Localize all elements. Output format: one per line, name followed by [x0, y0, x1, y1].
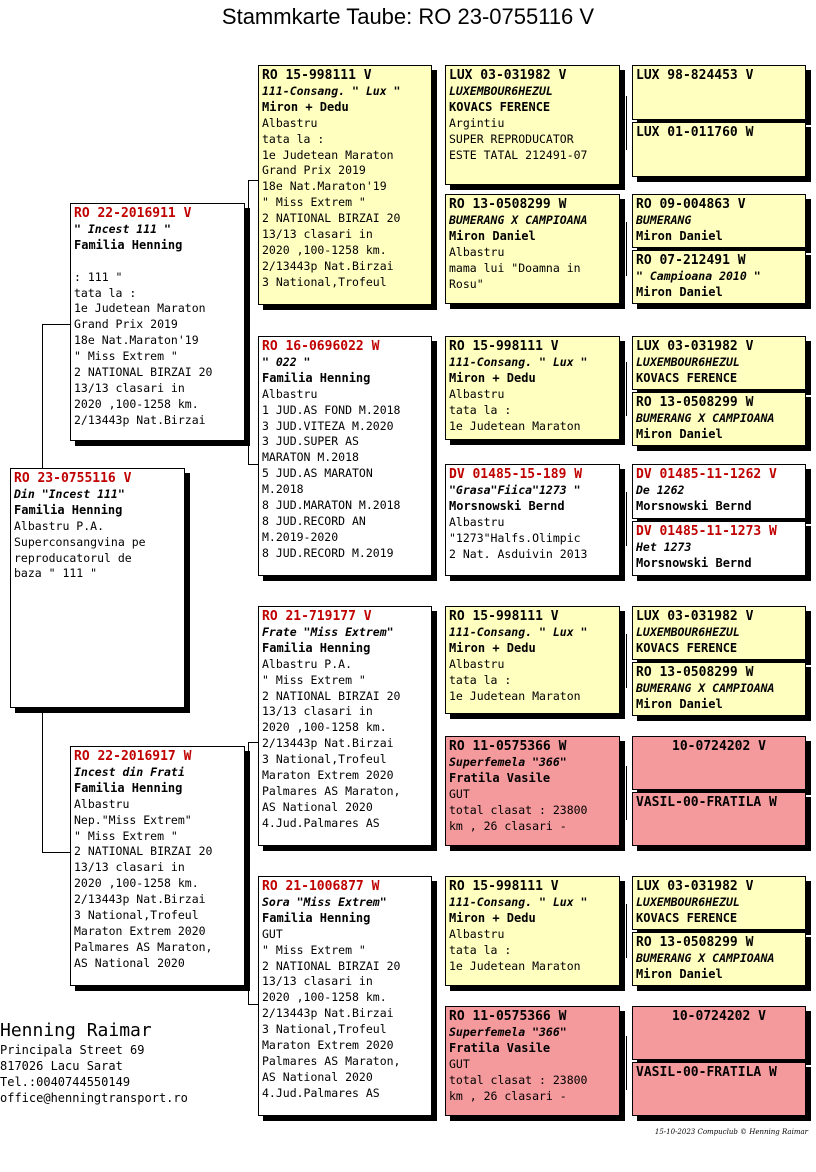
pigeon-card-gen3[interactable]: [445, 336, 620, 440]
info-line: " Miss Extrem ": [262, 672, 366, 687]
info-line: 2 NATIONAL BIRZAI 20: [74, 365, 213, 380]
pigeon-name: BUMERANG X CAMPIOANA: [636, 680, 775, 695]
info-line: mama lui "Doamna in: [449, 260, 581, 275]
ring-number: DV 01485-11-1273 W: [636, 524, 777, 539]
pigeon-card-gen3[interactable]: [445, 194, 620, 304]
info-line: ESTE TATAL 212491-07: [449, 147, 588, 162]
pigeon-card-gen3[interactable]: [445, 65, 620, 185]
ring-number: RO 22-2016911 V: [74, 206, 192, 221]
info-line: GUT: [262, 926, 283, 941]
connector-line: [626, 766, 627, 820]
info-line: " Miss Extrem ": [262, 942, 366, 957]
connector-line: [248, 1004, 258, 1005]
pigeon-owner: Miron Daniel: [636, 426, 723, 441]
info-line: 2020 ,100-1258 km.: [262, 720, 387, 735]
info-line: 8 JUD.RECORD M.2019: [262, 545, 394, 560]
info-line: 3 JUD.VITEZA M.2020: [262, 418, 394, 433]
ring-number: RO 11-0575366 W: [449, 1009, 567, 1024]
owner-phone: Tel.:0040744550149: [0, 1075, 131, 1089]
info-line: AS National 2020: [262, 1069, 373, 1084]
info-line: [74, 254, 241, 270]
info-line: total clasat : 23800: [449, 802, 588, 817]
info-line: 3 National,Trofeul: [74, 908, 199, 923]
info-line: : 111 ": [74, 269, 123, 284]
pigeon-card-gen4[interactable]: [632, 250, 806, 304]
info-line: 13/13 clasari in: [262, 227, 373, 242]
ring-number: RO 15-998111 V: [449, 609, 559, 624]
connector-line: [248, 742, 249, 1004]
ring-number: RO 07-212491 W: [636, 253, 746, 268]
info-line: 1 JUD.AS FOND M.2018: [262, 402, 401, 417]
pigeon-card-gen4[interactable]: [632, 336, 806, 390]
pigeon-name: De 1262: [636, 482, 685, 497]
info-line: 1e Judetean Maraton: [449, 958, 581, 973]
pigeon-owner: Morsnowski Bernd: [449, 498, 565, 513]
pigeon-card-gen4[interactable]: [632, 736, 806, 790]
ring-number: RO 13-0508299 W: [636, 665, 754, 680]
ring-number: DV 01485-15-189 W: [449, 467, 583, 482]
owner-email[interactable]: office@henningtransport.ro: [0, 1091, 188, 1105]
info-line: tata la :: [74, 285, 137, 300]
info-line: Albastru: [449, 244, 505, 259]
info-line: total clasat : 23800: [449, 1072, 588, 1087]
connector-line: [436, 116, 437, 242]
info-line: Albastru: [262, 386, 318, 401]
info-line: Superconsangvina pe: [14, 534, 146, 549]
ring-number: DV 01485-11-1262 V: [636, 467, 777, 482]
pigeon-card-gen3[interactable]: [445, 736, 620, 846]
info-line: 3 National,Trofeul: [262, 1022, 387, 1037]
info-line: 2/13443p Nat.Birzai: [74, 412, 206, 427]
pigeon-card-subject[interactable]: [10, 468, 185, 708]
owner-street: Principala Street 69: [0, 1043, 145, 1057]
pigeon-owner: Familia Henning: [14, 502, 123, 517]
info-line: reproducatorul de: [14, 550, 132, 565]
info-line: 8 JUD.MARATON M.2018: [262, 498, 401, 513]
info-line: Maraton Extrem 2020: [74, 923, 206, 938]
info-line: " Miss Extrem ": [262, 195, 366, 210]
ring-number: RO 15-998111 V: [449, 339, 559, 354]
info-line: 2/13443p Nat.Birzai: [262, 1006, 394, 1021]
info-line: Albastru: [449, 656, 505, 671]
pigeon-card-gen4[interactable]: [632, 932, 806, 986]
info-line: 3 National,Trofeul: [262, 752, 387, 767]
owner-contact: [0, 1020, 188, 1106]
info-line: " Miss Extrem ": [74, 349, 178, 364]
info-line: Albastru: [262, 115, 318, 130]
info-line: tata la :: [449, 942, 512, 957]
ring-number: VASIL-00-FRATILA W: [636, 795, 777, 810]
info-line: 1e Judetean Maraton: [262, 147, 394, 162]
info-line: 1e Judetean Maraton: [74, 301, 206, 316]
owner-name: Henning Raimar: [0, 1020, 152, 1041]
ring-number: LUX 03-031982 V: [636, 879, 754, 894]
pigeon-name: LUXEMBOUR6HEZUL: [636, 354, 740, 369]
info-line: Albastru: [449, 926, 505, 941]
pigeon-card-gen4[interactable]: [632, 1006, 806, 1060]
info-line: 13/13 clasari in: [74, 860, 185, 875]
info-line: km , 26 clasari -: [449, 818, 567, 833]
info-line: 2 NATIONAL BIRZAI 20: [262, 211, 401, 226]
info-line: AS National 2020: [262, 799, 373, 814]
pigeon-name: Het 1273: [636, 539, 692, 554]
pigeon-card-gen4[interactable]: [632, 1062, 806, 1116]
info-line: Maraton Extrem 2020: [262, 1038, 394, 1053]
pigeon-name: Superfemela "366": [449, 754, 567, 769]
ring-number: LUX 01-011760 W: [636, 125, 754, 140]
info-line: 2/13443p Nat.Birzai: [262, 736, 394, 751]
connector-line: [626, 96, 627, 150]
pigeon-owner: Familia Henning: [262, 370, 371, 385]
info-line: 2020 ,100-1258 km.: [74, 396, 199, 411]
info-line: 1e Judetean Maraton: [449, 688, 581, 703]
pigeon-owner: Miron Daniel: [636, 284, 723, 299]
info-line: 2 NATIONAL BIRZAI 20: [74, 844, 213, 859]
connector-line: [626, 634, 627, 688]
pigeon-card-dam[interactable]: [70, 746, 245, 986]
pigeon-card-gen4[interactable]: [632, 392, 806, 446]
info-line: Rosu": [449, 276, 484, 291]
connector-line: [248, 180, 249, 464]
info-line: 4.Jud.Palmares AS: [262, 815, 380, 830]
info-line: 5 JUD.AS MARATON: [262, 466, 373, 481]
connector-line: [626, 1036, 627, 1090]
info-line: "1273"Halfs.Olimpic: [449, 530, 581, 545]
connector-line: [626, 904, 627, 958]
ring-number: LUX 98-824453 V: [636, 68, 754, 83]
ring-number: 10-0724202 V: [672, 739, 766, 754]
connector-line: [248, 464, 258, 465]
connector-line: [436, 656, 437, 784]
ring-number: RO 09-004863 V: [636, 197, 746, 212]
page-title: Stammkarte Taube: RO 23-0755116 V: [221, 4, 595, 29]
info-line: 2020 ,100-1258 km.: [262, 242, 387, 257]
info-line: Grand Prix 2019: [262, 163, 366, 178]
connector-line: [42, 852, 70, 853]
info-line: 4.Jud.Palmares AS: [262, 1085, 380, 1100]
pigeon-owner: Fratila Vasile: [449, 1040, 551, 1055]
connector-line: [626, 492, 627, 546]
info-line: Albastru: [449, 386, 505, 401]
pigeon-owner: Morsnowski Bernd: [636, 555, 752, 570]
pigeon-card-gen2[interactable]: [258, 606, 432, 846]
pigeon-card-gen2[interactable]: [258, 876, 432, 1116]
ring-number: RO 22-2016917 W: [74, 749, 192, 764]
pigeon-name: Frate "Miss Extrem": [262, 624, 394, 639]
pigeon-owner: Fratila Vasile: [449, 770, 551, 785]
connector-line: [626, 362, 627, 416]
connector-line: [248, 742, 258, 743]
pigeon-owner: Morsnowski Bernd: [636, 498, 752, 513]
pigeon-name: " 022 ": [262, 354, 311, 369]
pigeon-name: Incest din Frati: [74, 764, 185, 779]
pigeon-owner: Miron Daniel: [636, 966, 723, 981]
info-line: baza " 111 ": [14, 566, 98, 581]
info-line: 1e Judetean Maraton: [449, 418, 581, 433]
pigeon-name: LUXEMBOUR6HEZUL: [449, 83, 553, 98]
info-line: tata la :: [449, 402, 512, 417]
ring-number: RO 13-0508299 W: [636, 395, 754, 410]
pigeon-owner: Miron + Dedu: [262, 99, 349, 114]
pigeon-owner: Miron Daniel: [636, 228, 723, 243]
info-line: Palmares AS Maraton,: [262, 783, 401, 798]
pigeon-name: "Grasa"Fiica"1273 ": [449, 482, 581, 497]
info-line: 18e Nat.Maraton'19: [262, 179, 387, 194]
ring-number: LUX 03-031982 V: [449, 68, 567, 83]
info-line: M.2018: [262, 482, 304, 497]
info-line: 2020 ,100-1258 km.: [74, 876, 199, 891]
pigeon-name: 111-Consang. " Lux ": [449, 894, 588, 909]
connector-line: [436, 926, 437, 1054]
pigeon-card-sire[interactable]: [70, 203, 245, 441]
pigeon-name: LUXEMBOUR6HEZUL: [636, 624, 740, 639]
pigeon-owner: Familia Henning: [262, 640, 371, 655]
info-line: 2 NATIONAL BIRZAI 20: [262, 688, 401, 703]
ring-number: LUX 03-031982 V: [636, 609, 754, 624]
ring-number: RO 21-1006877 W: [262, 879, 380, 894]
info-line: 8 JUD.RECORD AN: [262, 513, 366, 528]
pigeon-card-gen4[interactable]: [632, 792, 806, 846]
pigeon-name: " Incest 111 ": [74, 221, 171, 236]
info-line: Palmares AS Maraton,: [262, 1053, 401, 1068]
info-line: Albastru P.A.: [262, 656, 353, 671]
pigeon-owner: KOVACS FERENCE: [636, 910, 738, 925]
pigeon-card-gen4[interactable]: [632, 122, 806, 177]
pigeon-card-gen3[interactable]: [445, 1006, 620, 1116]
ring-number: LUX 03-031982 V: [636, 339, 754, 354]
pigeon-owner: Miron Daniel: [449, 228, 536, 243]
info-line: tata la :: [449, 672, 512, 687]
info-line: SUPER REPRODUCATOR: [449, 131, 574, 146]
info-line: AS National 2020: [74, 955, 185, 970]
pigeon-name: Din "Incest 111": [14, 486, 125, 501]
pigeon-name: Sora "Miss Extrem": [262, 894, 387, 909]
ring-number: RO 15-998111 V: [262, 68, 372, 83]
connector-line: [42, 712, 43, 852]
info-line: " Miss Extrem ": [74, 828, 178, 843]
info-line: 2/13443p Nat.Birzai: [262, 258, 394, 273]
info-line: Albastru P.A.: [14, 518, 105, 533]
pigeon-owner: Miron + Dedu: [449, 910, 536, 925]
pigeon-owner: Miron + Dedu: [449, 370, 536, 385]
pigeon-owner: Familia Henning: [74, 780, 183, 795]
owner-city: 817026 Lacu Sarat: [0, 1059, 123, 1073]
pigeon-owner: KOVACS FERENCE: [449, 99, 551, 114]
pigeon-name: BUMERANG: [636, 212, 692, 227]
connector-line: [42, 324, 43, 468]
pigeon-name: BUMERANG X CAMPIOANA: [636, 950, 775, 965]
connector-line: [42, 324, 70, 325]
info-line: GUT: [449, 1056, 470, 1071]
ring-number: 10-0724202 V: [672, 1009, 766, 1024]
pigeon-card-gen2[interactable]: [258, 65, 432, 305]
pigeon-owner: KOVACS FERENCE: [636, 640, 738, 655]
info-line: Nep."Miss Extrem": [74, 812, 192, 827]
info-line: 18e Nat.Maraton'19: [74, 333, 199, 348]
info-line: 3 JUD.SUPER AS: [262, 434, 359, 449]
info-line: Maraton Extrem 2020: [262, 768, 394, 783]
pigeon-name: LUXEMBOUR6HEZUL: [636, 894, 740, 909]
info-line: 13/13 clasari in: [74, 380, 185, 395]
pigeon-card-gen4[interactable]: [632, 464, 806, 519]
ring-number: RO 13-0508299 W: [636, 935, 754, 950]
info-line: 2020 ,100-1258 km.: [262, 990, 387, 1005]
ring-number: RO 21-719177 V: [262, 609, 372, 624]
pigeon-name: 111-Consang. " Lux ": [262, 83, 401, 98]
info-line: Palmares AS Maraton,: [74, 939, 213, 954]
pigeon-owner: KOVACS FERENCE: [636, 370, 738, 385]
connector-line: [626, 222, 627, 276]
ring-number: RO 15-998111 V: [449, 879, 559, 894]
info-line: GUT: [449, 786, 470, 801]
ring-number: RO 16-0696022 W: [262, 339, 380, 354]
pigeon-owner: Familia Henning: [74, 237, 183, 252]
pigeon-card-gen4[interactable]: [632, 65, 806, 120]
info-line: Grand Prix 2019: [74, 317, 178, 332]
info-line: km , 26 clasari -: [449, 1088, 567, 1103]
connector-line: [248, 180, 258, 181]
pigeon-card-gen4[interactable]: [632, 662, 806, 716]
footer-credit: 15-10-2023 Compuclub © Henning Raimar: [654, 1128, 808, 1136]
pigeon-card-gen4[interactable]: [632, 606, 806, 660]
info-line: tata la :: [262, 131, 325, 146]
pigeon-owner: Miron + Dedu: [449, 640, 536, 655]
pigeon-owner: Miron Daniel: [636, 696, 723, 711]
info-line: M.2019-2020: [262, 529, 339, 544]
info-line: Argintiu: [449, 115, 505, 130]
pigeon-card-gen4[interactable]: [632, 876, 806, 930]
info-line: MARATON M.2018: [262, 450, 359, 465]
pigeon-card-gen4[interactable]: [632, 521, 806, 576]
pigeon-name: Superfemela "366": [449, 1024, 567, 1039]
info-line: 13/13 clasari in: [262, 704, 373, 719]
ring-number: RO 23-0755116 V: [14, 471, 132, 486]
pigeon-name: BUMERANG X CAMPIOANA: [449, 212, 588, 227]
pigeon-card-gen2[interactable]: [258, 336, 432, 576]
pigeon-name: BUMERANG X CAMPIOANA: [636, 410, 775, 425]
pigeon-card-gen4[interactable]: [632, 194, 806, 248]
info-line: 13/13 clasari in: [262, 974, 373, 989]
ring-number: RO 11-0575366 W: [449, 739, 567, 754]
pigeon-name: 111-Consang. " Lux ": [449, 624, 588, 639]
pigeon-name: 111-Consang. " Lux ": [449, 354, 588, 369]
pigeon-card-gen3[interactable]: [445, 464, 620, 576]
info-line: Albastru: [74, 796, 130, 811]
info-line: 2 Nat. Asduivin 2013: [449, 546, 588, 561]
pigeon-card-gen3[interactable]: [445, 606, 620, 714]
info-line: 2/13443p Nat.Birzai: [74, 892, 206, 907]
info-line: Albastru: [449, 514, 505, 529]
pigeon-card-gen3[interactable]: [445, 876, 620, 986]
info-line: 3 National,Trofeul: [262, 274, 387, 289]
pigeon-name: " Campioana 2010 ": [636, 268, 761, 283]
pigeon-owner: Familia Henning: [262, 910, 371, 925]
ring-number: RO 13-0508299 W: [449, 197, 567, 212]
ring-number: VASIL-00-FRATILA W: [636, 1065, 777, 1080]
connector-line: [436, 384, 437, 518]
info-line: 2 NATIONAL BIRZAI 20: [262, 958, 401, 973]
